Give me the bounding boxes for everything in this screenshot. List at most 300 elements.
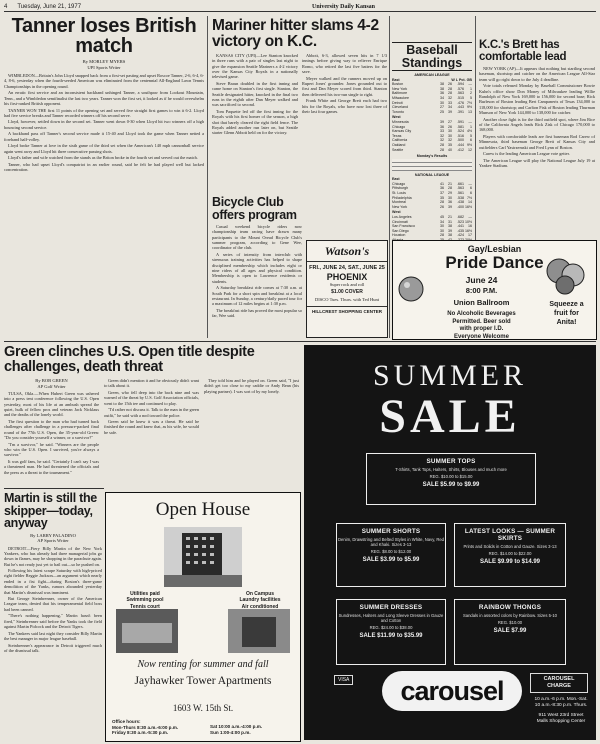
record-cell: 30 — [448, 133, 452, 138]
apartment-building-photo — [164, 527, 242, 587]
standings-row — [392, 205, 472, 210]
baseball-standings — [392, 42, 472, 238]
record-cell: 28 — [440, 200, 444, 205]
record-cell: .441 — [457, 224, 464, 229]
campus-photo — [228, 609, 290, 653]
record-cell: 30 — [440, 224, 444, 229]
sale-item-title: SUMMER DRESSES — [359, 604, 423, 611]
record-cell: 32 — [448, 95, 452, 100]
record-cell: 17 — [468, 233, 472, 238]
results-lines — [392, 159, 472, 171]
kc-headline: K.C.'s Brett has comfortable lead — [479, 39, 567, 63]
record-cell: 28 — [448, 86, 452, 91]
martin-para: Steinbrenner's appearance in Detroit triggered much of the dismissal talk. — [4, 642, 102, 653]
record-cell: 36 — [448, 200, 452, 205]
sale-item-price: SALE $3.99 to $5.99 — [362, 557, 420, 564]
green-para: Green, who fell deep into the back nine and was warned of the threat by U.S. Golf Association officials, went to the 15th tee and continued to play. — [104, 389, 199, 406]
latest-looks-box — [454, 523, 566, 587]
info-line: Malls Shopping Center — [536, 719, 586, 725]
kc-article — [479, 40, 595, 170]
kc-body — [479, 66, 595, 168]
green-para: The first question to the man who had turned back challenges after challenge in a pressure-packed final round of the 77th U.S. Open, the 35-year-old Green: "Do you consider yourself a winner, or a survivor?" — [4, 418, 99, 441]
watsons-event: PHOENIX — [326, 272, 368, 282]
caption-line: Air conditioned — [241, 603, 279, 610]
column-rule — [389, 16, 390, 338]
kc-para: Another close fight is for the third outfield spot, where Jim Rice of the California Angels leads Rick Zisk of Chicago 170,000 to 168,000. — [479, 116, 595, 133]
page-number: 4 — [4, 4, 8, 10]
team-name: Cleveland — [392, 105, 408, 110]
record-cell: .538 — [457, 195, 464, 200]
pride-title: Pride Dance — [445, 253, 544, 272]
tanner-para: An erratic first service and an inconsistent backhand unhinged Tanner, a southpaw from Lookout Mountain, Tenn., and a Wimbledon semifinalist the last two years. Tanner won the first set, it looked as if he would overwhelm his first-ranked British opponent. — [4, 90, 204, 106]
record-cell: .523 — [457, 219, 464, 224]
summer-tops-box — [366, 453, 536, 505]
open-house-right-caption — [224, 591, 296, 610]
record-cell: 26 — [448, 82, 452, 87]
sale-item-title: SUMMER SHORTS — [361, 528, 421, 535]
mariner-para: Steve Braun doubled in the first inning and came home on Stanton's first single. Stanton, the Seattle designated hitter, knocked in the final two runs in the eighth after Dan Meyer walked and was sacrificed to second. — [212, 80, 298, 108]
record-cell: 27 — [448, 119, 452, 124]
bicycle-para: The breakfast ride has proved the most popular so far, Wee said. — [212, 307, 302, 319]
record-cell: 9½ — [467, 105, 472, 110]
sale-item-desc: Prints and Solids in Cotton and Gauze. Sizes 3-13 — [463, 544, 557, 549]
watsons-logo: Watson's — [307, 244, 387, 262]
record-cell: .424 — [457, 233, 464, 238]
green-para: "I'd rather not discuss it. Talk to the man in the green outfit," he said with a nod toward the police. — [104, 407, 199, 418]
pride-note: Everyone Welcome — [454, 333, 509, 340]
hours-line: Sun 1:00-4:00 p.m. — [210, 729, 251, 735]
open-house-hours-right — [210, 724, 298, 735]
record-cell: .563 — [457, 186, 464, 191]
nl-west-rows — [392, 215, 472, 243]
charge-line: CHARGE — [547, 683, 571, 690]
martin-para: DETROIT—Fiery Billy Martin of the New York Yankees, who has already had three managerial jobs go down in flames, may be shopping in the parachute again. But he's not ready just yet to bail out—so he pushed on. — [4, 545, 102, 567]
record-cell: .443 — [457, 105, 464, 110]
record-cell: .516 — [457, 133, 464, 138]
hours-line: Mon-Thurs 8:30 a.m.-6:00 p.m. — [112, 724, 179, 730]
sale-item-price: SALE $5.99 to $9.99 — [422, 482, 480, 489]
record-cell: 38 — [440, 82, 444, 87]
record-cell: 6 — [470, 191, 472, 196]
record-cell: 38 — [440, 86, 444, 91]
page-date: Tuesday, June 21, 1977 — [17, 4, 82, 10]
record-cell: 28 — [440, 147, 444, 152]
league-label: AMERICAN LEAGUE — [414, 73, 450, 77]
mariner-para: Abbott, 6-3, allowed seven hits in 7 1/3 innings before giving way to reliever Enrique Romo, who retired the last five batters for the save. — [302, 53, 387, 75]
record-cell: 32 — [440, 138, 444, 143]
record-cell: 5 — [470, 133, 472, 138]
carousel-logo: carousel — [382, 671, 522, 711]
record-cell: 26 — [448, 124, 452, 129]
record-cell: 10½ — [465, 219, 472, 224]
sale-item-price: SALE $7.99 — [493, 628, 527, 635]
record-cell: 25 — [440, 109, 444, 114]
team-name: Los Angeles — [392, 215, 412, 220]
record-cell: 26 — [440, 204, 444, 209]
record-cell: .594 — [457, 82, 464, 87]
sale-item-price: SALE $11.99 to $35.99 — [359, 633, 423, 640]
tanner-byline: By MORLEY MYERS UPI Sports Writer — [82, 59, 126, 70]
results-label: Monday's Results — [416, 154, 448, 159]
record-cell: 29 — [448, 191, 452, 196]
record-cell: 34 — [440, 95, 444, 100]
team-name: St. Louis — [392, 191, 406, 196]
team-name: Houston — [392, 233, 406, 238]
caption-line: Utilities paid — [130, 591, 160, 597]
record-cell: 31 — [448, 219, 452, 224]
carousel-info — [528, 697, 594, 726]
open-house-ad — [105, 492, 301, 742]
sale-item-price: SALE $9.99 to $14.99 — [479, 559, 541, 566]
pride-note: Permitted. Beer sold — [452, 318, 511, 325]
pride-side-line: Squeeze a — [549, 301, 584, 308]
team-name: Chicago — [392, 181, 406, 186]
green-para: Green said he knew it was a threat. He said he finished the round and knew that, as his wife, he would be safe. — [104, 419, 199, 435]
team-name: Philadelphia — [392, 195, 412, 200]
tanner-para: Lloyd, however, settled down in the second set. Tanner went down 0-30 when Lloyd hit two winners off a high bouncing second service. — [4, 119, 204, 130]
hours-label: Office hours: — [112, 719, 141, 724]
team-name: Oakland — [392, 142, 406, 147]
record-cell: 36 — [440, 91, 444, 96]
green-col2 — [104, 378, 199, 476]
record-cell: .561 — [457, 191, 464, 196]
green-headline: Green clinches U.S. Open title despite challenges, death threat — [4, 344, 255, 375]
hours-line: Sat 10:00 a.m.-4:00 p.m. — [210, 724, 263, 729]
pride-note: with proper I.D. — [459, 326, 504, 332]
record-cell: 34 — [448, 105, 452, 110]
open-house-left-caption — [110, 591, 180, 610]
pride-side-line: Anita! — [556, 318, 577, 326]
record-cell: 38 — [448, 224, 452, 229]
record-cell: 32 — [448, 138, 452, 143]
kc-para: Vote totals released Monday by Baseball Commissioner Bowie Kuhn's office show Don Money of Milwaukee leading Willie Randolph of New York 169,000 to 156,000 for second base; Rick Burleson of Boston leading Bert Campaneris of Texas 134,000 to 118,000 for shortstop; and Carlton Fisk of Boston leading Thurman Munson of New York 144,000 to 138,000 for catcher. — [479, 83, 596, 116]
al-west-rows — [392, 120, 472, 152]
rainbow-thongs-box — [454, 599, 566, 665]
tanner-article — [4, 16, 204, 174]
pride-side — [539, 301, 594, 327]
pride-side-line: fruit for — [554, 309, 579, 317]
standings-row — [392, 148, 472, 153]
tanner-para: TANNER WON THE first 11 points of the opening set and served five straight first games to win it 6-2. Lloyd had five service breaks and Tanner recorded winners off his second serve. — [4, 107, 204, 118]
bicycle-article — [212, 196, 302, 320]
record-cell: .515 — [457, 95, 464, 100]
folio — [4, 4, 596, 12]
charge-line: CAROUSEL — [543, 676, 575, 682]
pride-top: Gay/Lesbian — [467, 244, 522, 254]
record-cell: 45 — [440, 215, 444, 220]
record-cell: — — [468, 215, 472, 220]
col-header: W L Pct. GB — [451, 77, 472, 82]
sale-item-reg: REG. $14.00 to $22.00 — [488, 551, 532, 557]
league-label: NATIONAL LEAGUE — [414, 172, 450, 177]
mariner-article — [212, 18, 387, 137]
caption-line: On Campus — [245, 591, 275, 597]
tanner-para: Lloyd's father and wife watched from the stands as the Briton broke in the fourth set and served out the match. — [8, 155, 198, 161]
green-open-article — [4, 345, 299, 476]
record-cell: 21 — [448, 215, 452, 220]
caption-line: Laundry facilities — [239, 597, 281, 604]
martin-para: "There's nothing happening," Martin hasn't been fired," Steinbrenner said before the Yanks took the field against Martin Pidcock and the Detroit Tigers. — [4, 613, 102, 630]
record-cell: 38 — [448, 233, 452, 238]
sale-item-title: LATEST LOOKS — SUMMER SKIRTS — [464, 528, 556, 542]
team-name: San Francisco — [392, 224, 415, 229]
pride-dance-ad — [392, 240, 597, 340]
team-name: Kansas City — [392, 129, 412, 134]
green-byline: By BOB GREEN AP Golf Writer — [35, 378, 68, 389]
visa-logo: VISA — [334, 675, 353, 685]
open-house-tagline: Now renting for summer and fall — [137, 659, 269, 670]
team-name: Milwaukee — [392, 95, 409, 100]
record-cell: 13 — [468, 109, 472, 114]
team-name: San Diego — [392, 228, 409, 233]
record-cell: 28 — [448, 91, 452, 96]
martin-article — [4, 492, 102, 654]
record-cell: 9½ — [467, 142, 472, 147]
green-para: Green didn't mention it and he obviously didn't want to talk about it. — [104, 378, 199, 389]
team-name: Pittsburgh — [392, 186, 409, 191]
record-cell: 34 — [440, 219, 444, 224]
record-cell: 16 — [468, 224, 472, 229]
mariner-para: Tom Paquette led off the first inning for the Royals with his first homer of the season, a high shot that barely cleared the right field fence. The Royals added another run later on, but Seattle starter Glenn Abbott held on for the victory. — [212, 108, 298, 136]
record-cell: .438 — [457, 200, 464, 205]
record-cell: 30 — [448, 129, 452, 134]
pride-time: 8:00 P.M. — [465, 286, 498, 295]
record-cell: .412 — [457, 147, 464, 152]
team-name: New York — [392, 86, 408, 91]
caption-line: Swimming pool — [126, 597, 164, 604]
open-house-address: 1603 W. 15th St. — [172, 703, 234, 713]
sale-item-title: SUMMER TOPS — [426, 458, 476, 465]
pride-note: No Alcoholic Beverages — [447, 311, 516, 317]
green-para: TULSA, Okla.—When Hubert Green was ushered into a press tent conference following the U.S. Open yesterday, most of his life at an ambush spread the quiet, hulk of fellow pros and veteran Jack Nicklaus and the deaths of the lonely world. — [4, 391, 99, 418]
record-cell: 33 — [448, 100, 452, 105]
team-name: Chicago — [392, 124, 406, 129]
record-cell: .661 — [457, 181, 464, 186]
sale-big: SALE — [379, 390, 521, 443]
paper-name: University Daily Kansan — [312, 4, 376, 10]
info-line: 10 a.m.-6 p.m. Mon.-Sat. — [534, 697, 588, 702]
record-cell: 14 — [468, 200, 472, 205]
mariner-headline: Mariner hitter slams 4-2 victory on K.C. — [212, 17, 379, 50]
record-cell: 36 — [440, 124, 444, 129]
team-name: Toronto — [392, 109, 404, 114]
division-label: East — [392, 177, 400, 182]
record-cell: 6 — [470, 138, 472, 143]
team-name: California — [392, 138, 408, 143]
tanner-para: WIMBLEDON—Britain's John Lloyd snapped back from a first-set pasting and upset Roscoe Tanner, 2-6, 6-4, 6-4, 8-6, yesterday when the fourth-seeded American was eliminated from the centennial All-England Lawn Tennis Championships in the opening round. — [4, 73, 204, 89]
record-cell: 36 — [440, 186, 444, 191]
record-cell: .400 — [457, 204, 464, 209]
bicycle-headline: Bicycle Club offers program — [212, 195, 297, 222]
info-line: 10 a.m.-8:30 p.m. Thurs. — [534, 703, 588, 709]
watsons-sub: Super rock and roll — [329, 282, 365, 287]
record-cell: 5 — [470, 95, 472, 100]
record-cell: 39 — [448, 204, 452, 209]
record-cell: 35 — [440, 195, 444, 200]
summer-sale-ad — [304, 345, 596, 740]
record-cell: .500 — [457, 138, 464, 143]
record-cell: 16½ — [465, 204, 472, 209]
open-house-name: Jayhawker Tower Apartments — [134, 675, 272, 687]
record-cell: 37 — [440, 191, 444, 196]
standings-table — [392, 73, 472, 243]
record-cell: — — [468, 82, 472, 87]
carousel-charge-badge — [530, 673, 588, 693]
record-cell: .435 — [457, 228, 464, 233]
record-cell: 1 — [470, 86, 472, 91]
record-cell: .444 — [457, 142, 464, 147]
kc-para: Carew is the leading American League vote getter. — [483, 151, 570, 157]
team-name: Texas — [392, 133, 402, 138]
pride-details — [429, 275, 534, 341]
record-cell: 28 — [448, 186, 452, 191]
watsons-dates: FRI., JUNE 24, SAT., JUNE 25 — [309, 265, 385, 271]
tanner-para: Lloyd broke Tanner at love in the sixth game of the third set when the American's 140 mph cannonball service again went awry and Lloyd hit three consecutive passing shots. — [4, 143, 204, 154]
info-line: 911 West 23rd Street — [538, 712, 584, 718]
record-cell: .581 — [457, 124, 464, 129]
bicycle-body — [212, 224, 302, 319]
sale-item-desc: Denim, Drawstring and Belted Styles in White, Navy, Red and Khaki. Sizes 3-13 — [337, 537, 445, 548]
tanner-headline: Tanner loses British match — [11, 15, 197, 57]
record-cell: 21 — [448, 181, 452, 186]
standings-row — [392, 110, 472, 115]
green-col3 — [204, 378, 299, 476]
kc-para: NEW YORK (AP)—It appears that nothing but startling second baseman, shortstop and catcher on the American League All-Star team will go right down to the July 4 deadline. — [479, 66, 595, 82]
record-cell: 30 — [448, 195, 452, 200]
record-cell: 4½ — [467, 129, 472, 134]
record-cell: .524 — [457, 129, 464, 134]
watsons-cover: $1.00 COVER — [331, 289, 363, 295]
sale-item-reg: REG. $8.00 to $12.00 — [370, 549, 412, 555]
team-name: Detroit — [392, 100, 403, 105]
watsons-ad — [306, 240, 388, 338]
watsons-lines: DISCO Tues. Thurs. with Ted Hunt — [315, 297, 379, 302]
sale-item-desc: Sandals in assorted colors by Rainbow. Sizes 5-10 — [462, 613, 558, 618]
open-house-hours-left — [112, 719, 202, 736]
sale-top: SUMMER — [372, 359, 528, 392]
martin-headline: Martin is still the skipper—today, anyway — [4, 491, 97, 530]
bicycle-para: A series of intensity from interclub with strenuous training activities has helped to shape disciplined membership which includes eight or nine riders of all ages and physical condition. Membership is open to Lawrence residents or students. — [212, 251, 302, 284]
al-east-rows — [392, 82, 472, 114]
mariner-body-col2 — [302, 53, 387, 137]
record-cell: 2 — [470, 91, 472, 96]
team-name: Minnesota — [392, 119, 409, 124]
record-cell: 1 — [470, 124, 472, 129]
division-label: East — [392, 77, 400, 82]
record-cell: 7½ — [467, 195, 472, 200]
tanner-para: Tanner, who had upset Lloyd's compatriot in an earlier round, said he felt he had played well but lacked concentration. — [4, 161, 204, 173]
sale-item-desc: T-Shirts, Tank Tops, Halters, Shirts, Blouses and much more — [395, 467, 507, 472]
column-rule — [207, 16, 208, 338]
section-rule — [4, 488, 104, 489]
team-record — [436, 205, 472, 210]
record-cell: 39 — [440, 119, 444, 124]
record-cell: 39 — [448, 228, 452, 233]
division-label: West — [392, 115, 401, 120]
summer-dresses-box — [336, 599, 446, 665]
column-rule — [475, 16, 476, 240]
record-cell: .576 — [457, 86, 464, 91]
mariner-para: KANSAS CITY (UPI)—Lee Stanton knocked in three runs with a pair of singles last night to give the expansion Seattle Mariners a 4-2 victory over the Kansas City Royals in a nationally televised game. — [212, 53, 298, 80]
record-cell: .682 — [457, 215, 464, 220]
record-cell: 16½ — [465, 228, 472, 233]
record-cell: — — [468, 181, 472, 186]
record-cell: 39 — [448, 109, 452, 114]
team-name: Boston — [392, 82, 404, 87]
team-name: Baltimore — [392, 91, 408, 96]
team-name: Seattle — [392, 147, 404, 152]
record-cell: 40 — [448, 147, 452, 152]
division-label: West — [392, 210, 401, 215]
mariner-body-col1 — [212, 53, 298, 137]
watsons-foot: HILLCREST SHOPPING CENTER — [307, 306, 387, 314]
record-cell: 28 — [440, 142, 444, 147]
bicycle-para: Casual weekend bicycle riders now championship team racing have drawn many participants to the Mount Oread Bicycle Club's summer program, according to Gene Wee, coordinator of the club. — [212, 224, 302, 251]
record-cell: .563 — [457, 91, 464, 96]
sale-item-reg: REG. $10.00 — [497, 620, 523, 626]
green-para: "I'm a survivor," he said. "Winners are the people who win the U.S. Open. I survived, you're always a survivor." — [4, 441, 99, 458]
team-name: Montreal — [392, 200, 406, 205]
pride-place: Union Ballroom — [453, 298, 510, 307]
caption-line: Tennis court — [130, 603, 160, 610]
kc-para: Players with comfortable leads are first baseman Rod Carew of Minnesota, third baseman George Brett of Kansas City and outfielders Carl Yastrzemski and Fred Lynn of Boston. — [479, 133, 595, 150]
team-name: Cincinnati — [392, 219, 408, 224]
record-cell: 30 — [440, 100, 444, 105]
pride-notes — [429, 311, 534, 341]
green-para: They told him and he played on. Green said, "I just didn't get too close to my caddie or Andy Bean (his playing partner). I was sort of by my lonely. — [204, 378, 299, 394]
sale-item-reg: REG. $10.00 to $15.00 — [429, 474, 473, 480]
record-cell: 28 — [440, 233, 444, 238]
mariner-para: Frank White and George Brett each had two hits for the Royals, who have now lost three of their last four games. — [302, 98, 387, 114]
record-cell: 30 — [440, 228, 444, 233]
summer-shorts-box — [336, 523, 446, 587]
record-cell: — — [468, 119, 472, 124]
open-house-title: Open House — [155, 499, 251, 520]
section-rule — [4, 341, 596, 342]
green-para: It was golf fans, he said. "Certainly I can't say I was a threatened man. He had threatened the officials and the press as a threat to the tournament." — [4, 458, 99, 475]
fruit-bowl-icon — [543, 253, 589, 295]
record-cell: 32 — [440, 133, 444, 138]
standings-title: Baseball Standings — [392, 42, 472, 71]
tanner-para: A backhand pass off Tanner's second service made it 15-40 and Lloyd took the game when Tanner netted a forehand half-volley. — [4, 131, 204, 142]
pride-date: June 24 — [465, 275, 498, 285]
swimming-pool-photo — [116, 609, 178, 653]
record-cell: .391 — [457, 109, 464, 114]
bicycle-para: A Saturday breakfast ride comes at 7:30 a.m. at South Park for a short spin and breakfast at a local restaurant. In Sunday, a century/daily paced tour for a maximum of 12 miles begins at 1:30 p.m. — [212, 285, 302, 307]
hours-line: Friday 8:30 a.m.-5:30 p.m. — [112, 730, 169, 736]
tanner-body — [4, 73, 204, 172]
team-record — [436, 148, 472, 153]
record-cell: 33 — [440, 129, 444, 134]
sale-item-desc: Sundresses, Halters and Long Sleeve Dresses in Gauze and Cotton — [338, 613, 444, 624]
kc-para: The American League will play the National League July 19 at Yankee Stadium. — [479, 157, 595, 169]
martin-para: But George Steinbrenner, owner of the American League team, denied that his temperamental field boss had been canned. — [4, 596, 102, 612]
record-cell: 12 — [468, 147, 472, 152]
sale-item-reg: REG. $24.00 to $38.00 — [369, 625, 413, 631]
record-cell: .591 — [457, 119, 464, 124]
green-col1 — [4, 378, 99, 476]
sale-item-title: RAINBOW THONGS — [478, 604, 542, 611]
record-cell: 6 — [470, 186, 472, 191]
martin-body — [4, 546, 102, 654]
mariner-para: Meyer walked and the runners moved up on Rupert Jones' grounder. Jones grounded out to first and Dan Meyer scored from third. Stanton then delivered his two-run single to right. — [302, 75, 387, 97]
record-cell: .476 — [457, 100, 464, 105]
team-record — [436, 110, 472, 115]
orange-fruit-icon — [397, 275, 425, 303]
martin-byline: By LARRY PALADINO AP Sports Writer — [30, 532, 76, 543]
martin-para: Following his latest scrape Saturday with high-priced right fielder Reggie Jackson—an argument which nearly ended in a fist fight—during Boston's three-game demolition of the Yanks, rumors abounded yesterday that Martin's dismissal was imminent. — [4, 568, 102, 595]
martin-para: The Yankees said last night they consider Billy Martin the best manager in major league baseball. — [4, 630, 102, 641]
